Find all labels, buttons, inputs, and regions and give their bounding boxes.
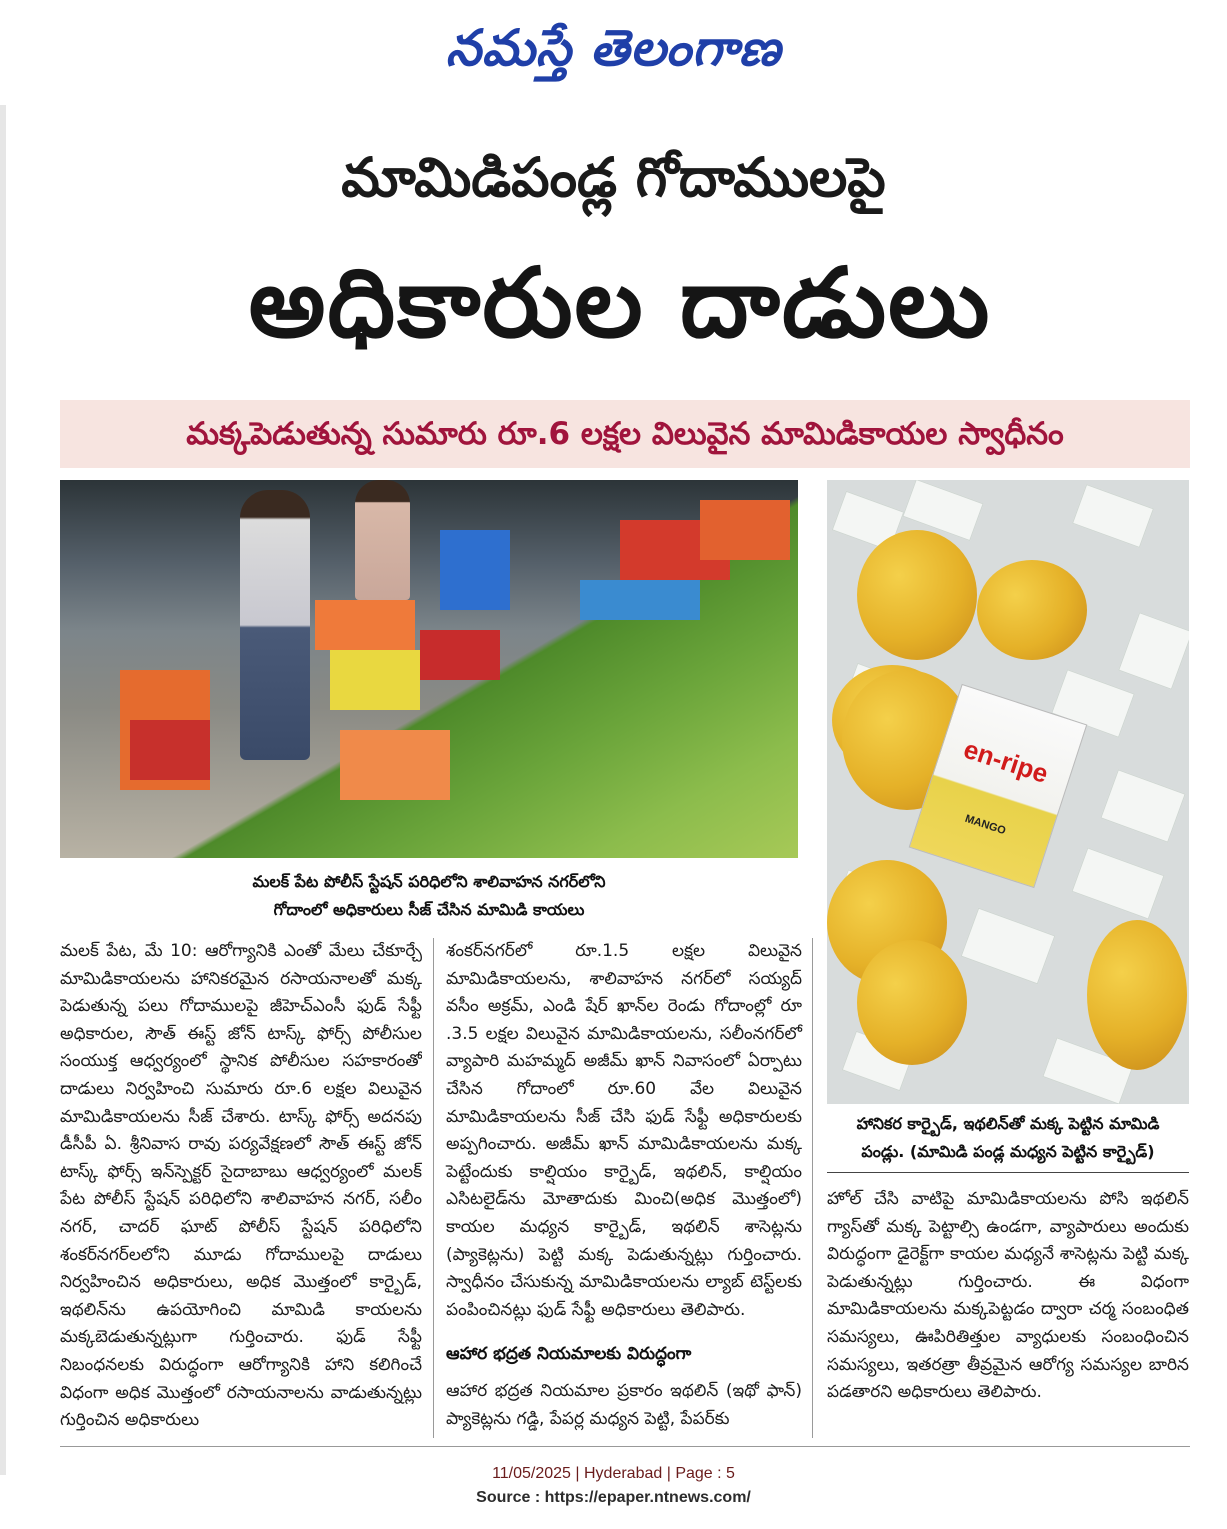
headline-line-1: మామిడిపండ్ల గోదాములపై bbox=[341, 146, 886, 209]
carbide-packet-photo bbox=[827, 480, 1189, 1104]
worker bbox=[240, 490, 310, 760]
crate-stack bbox=[580, 580, 700, 620]
crate-stack bbox=[420, 630, 500, 680]
caption-line: పండ్లు. (మామిడి పండ్ల మధ్యన పెట్టిన కార్బైడ్) bbox=[861, 1142, 1155, 1161]
article-column-2: శంకర్‌నగర్‌లో రూ.1.5 లక్షల విలువైన మామిడికాయలను, శాలివాహన నగర్‌లో సయ్యద్ వసీం అక్రమ్, ఎండి షేర్ ఖాన్‌ల రెండు గోదాంల్లో రూ .3.5 లక్షల విలువైన మామిడికాయలను, సలీంనగర్‌లో వ్యాపారి మహమ్మద్ అజీమ్ ఖాన్ నివాసంలో ఏర్పాటు చేసిన గోదాంలో రూ.60 వేల విలువైన మామిడికాయలను సీజ్ చేసి ఫుడ్ సేఫ్టీ అధికారులకు అప్పగించారు. అజీమ్ ఖాన్ మామిడికాయలను మక్క పెట్టేందుకు కాల్షియం కార్బైడ్, ఇథలిన్, కాల్షియం ఎసిటలైడ్‌ను మోతాదుకు మించి(అధిక మొత్తంలో) కాయల మధ్యన కార్బైడ్, ఇథలిన్ శాసెట్లను (ప్యాకెట్లను) పెట్టి మక్క పెడుతున్నట్లు గుర్తించారు. స్వాధీనం చేసుకున్న మామిడికాయలను ల్యాబ్ టెస్ట్‌లకు పంపించినట్లు ఫుడ్ సేఫ్టీ అధికారులు తెలిపారు. bbox=[446, 941, 802, 1320]
headline-line-2: అధికారుల దాడులు bbox=[248, 247, 992, 359]
photo-caption-carbide bbox=[827, 1110, 1189, 1166]
paper-wrap bbox=[961, 908, 1056, 985]
footer-source: Source : https://epaper.ntnews.com/ bbox=[476, 1489, 751, 1506]
caption-divider bbox=[827, 1172, 1189, 1173]
paper-wrap bbox=[1072, 484, 1154, 548]
paper-wrap bbox=[1071, 847, 1164, 919]
article-column-1: మలక్ పేట, మే 10: ఆరోగ్యానికి ఎంతో మేలు చేకూర్చే మామిడికాయలను హానికరమైన రసాయనాలతో మక్క పెడుతున్న పలు గోదాములపై జీహెచ్ఎంసీ ఫుడ్ సేఫ్టీ అధికారుల, సౌత్ ఈస్ట్ జోన్ టాస్క్ ఫోర్స్ పోలీసుల సంయుక్త ఆధ్వర్యంలో స్థానిక పోలీసుల సహకారంతో దాడులు నిర్వహించి సుమారు రూ.6 లక్షల విలువైన మామిడికాయలను సీజ్ చేశారు. టాస్క్ ఫోర్స్ అదనపు డీసీపీ ఏ. శ్రీనివాస రావు పర్యవేక్షణలో సౌత్ ఈస్ట్ జోన్ టాస్క్ ఫోర్స్ ఇన్‌స్పెక్టర్ సైదాబాబు ఆధ్వర్యంలో మలక్ పేట పోలీస్ స్టేషన్ పరిధిలోని శాలివాహన నగర్, సలీం నగర్, చాదర్ ఘాట్ పోలీస్ స్టేషన్ పరిధిలోని శంకర్‌నగర్‌లలోని మూడు గోదాములపై దాడులు నిర్వహించిన అధికారులు, అధిక మొత్తంలో కార్బైడ్, ఇథలిన్‌ను ఉపయోగించి మామిడి కాయలను మక్కబెడుతున్నట్లుగా గుర్తించారు. ఫుడ్ సేఫ్టీ నిబంధనలకు విరుద్ధంగా ఆరోగ్యానికి హాని కలిగించే విధంగా అధిక మొత్తంలో రసాయనాలను వాడుతున్నట్లు గుర్తించిన అధికారులు bbox=[60, 941, 422, 1431]
crate-stack bbox=[315, 600, 415, 650]
packet-brand: en-ripe bbox=[960, 733, 1052, 789]
photo-caption-warehouse bbox=[60, 868, 798, 924]
bottom-divider bbox=[60, 1446, 1190, 1447]
crate-stack bbox=[340, 730, 450, 800]
footer-dateline: 11/05/2025 | Hyderabad | Page : 5 bbox=[492, 1465, 735, 1482]
paper-wrap bbox=[1118, 612, 1189, 690]
mango bbox=[857, 530, 977, 660]
article-crosshead: ఆహార భద్రత నియమాలకు విరుద్ధంగా bbox=[446, 1344, 692, 1364]
paper-wrap bbox=[1100, 769, 1185, 842]
packet-label: MANGO bbox=[963, 812, 1008, 838]
crate-stack bbox=[440, 530, 510, 610]
mango bbox=[857, 940, 967, 1065]
article-column-3: హోల్ చేసి వాటిపై మామిడికాయలను పోసి ఇథలిన్ గ్యాస్‌తో మక్క పెట్టాల్సి ఉండగా, వ్యాపారులు అందుకు విరుద్ధంగా డైరెక్ట్‌గా కాయల మధ్యనే శాసెట్లను పెట్టి మక్క పెడుతున్నట్లు గుర్తించారు. ఈ విధంగా మామిడికాయలను మక్కపెట్టడం ద్వారా చర్మ సంబంధిత సమస్యలు, ఊపిరితిత్తుల వ్యాధులకు సంబంధించిన సమస్యలు, ఇతరత్రా తీవ్రమైన ఆరోగ్య సమస్యల బారిన పడతారని అధికారులు తెలిపారు. bbox=[827, 1189, 1189, 1403]
column-divider bbox=[812, 938, 813, 1438]
column-divider bbox=[433, 938, 434, 1438]
crate-stack bbox=[330, 650, 420, 710]
article-column-2-continued: ఆహార భద్రత నియమాల ప్రకారం ఇథలిన్ (ఇథో ఫాన్) ప్యాకెట్లను గడ్డి, పేపర్ల మధ్యన పెట్టి, పేపర్‌కు bbox=[446, 1381, 802, 1429]
mango bbox=[977, 560, 1087, 660]
caption-line: మలక్ పేట పోలీస్ స్టేషన్ పరిధిలోని శాలివాహన నగర్‌లోని bbox=[252, 872, 606, 891]
masthead-logo: నమస్తే తెలంగాణ bbox=[445, 18, 782, 77]
crate-stack bbox=[130, 720, 210, 780]
crate-stack bbox=[700, 500, 790, 560]
mango bbox=[1087, 920, 1187, 1070]
warehouse-photo bbox=[60, 480, 798, 858]
worker bbox=[355, 480, 410, 600]
subheadline: మక్కపెడుతున్న సుమారు రూ.6 లక్షల విలువైన మామిడికాయల స్వాధీనం bbox=[186, 416, 1064, 452]
caption-line: గోదాంలో అధికారులు సీజ్ చేసిన మామిడి కాయలు bbox=[273, 900, 585, 919]
left-margin-rule bbox=[0, 105, 6, 1475]
caption-line: హానికర కార్బైడ్, ఇథలిన్‌తో మక్క పెట్టిన మామిడి bbox=[856, 1114, 1160, 1133]
